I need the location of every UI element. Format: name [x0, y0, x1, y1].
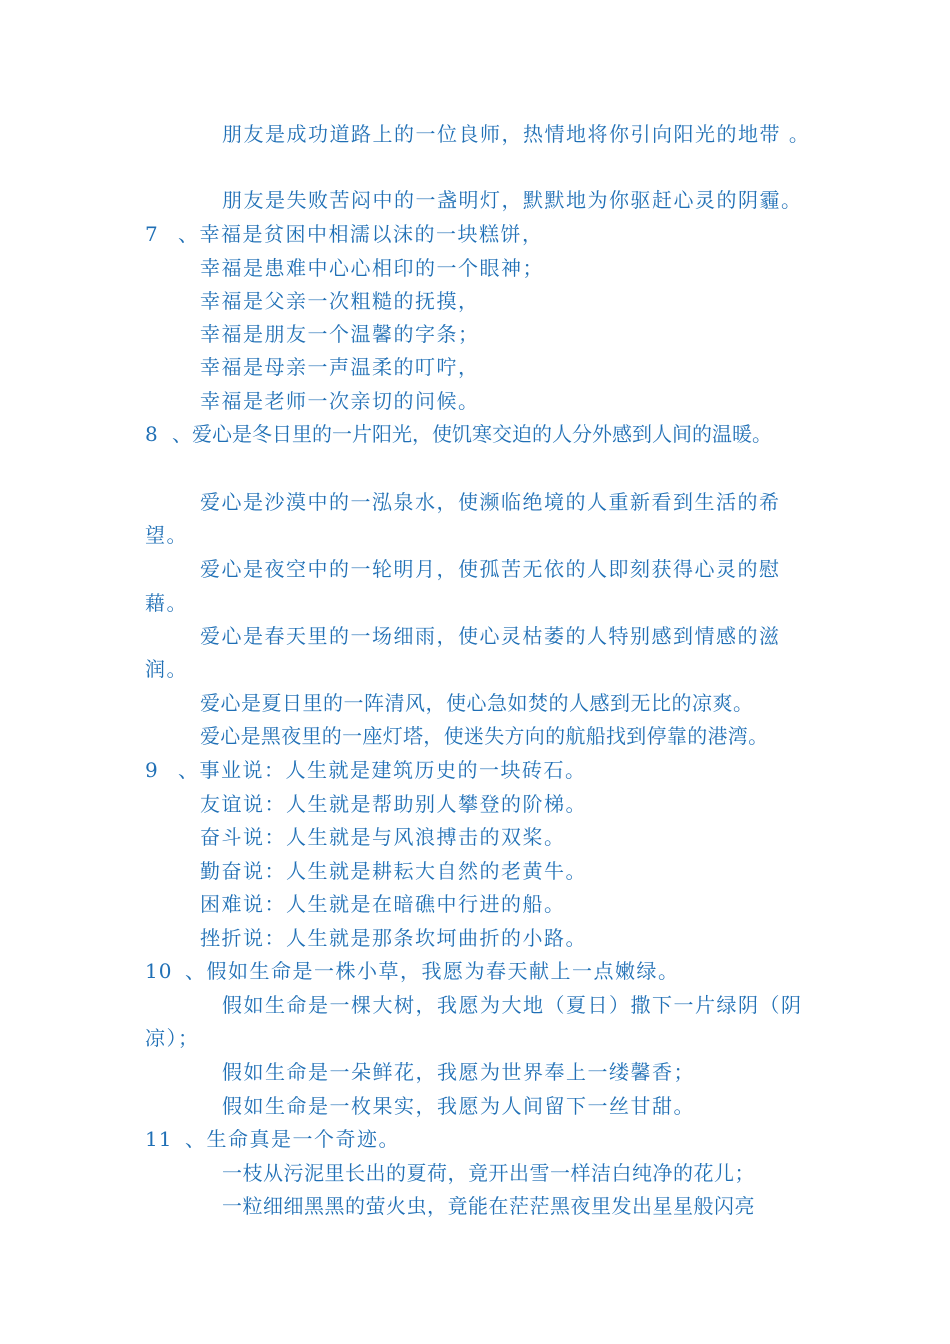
text-line: 友谊说：人生就是帮助别人攀登的阶梯。 [200, 792, 587, 816]
text-line: 挫折说：人生就是那条坎坷曲折的小路。 [200, 926, 587, 950]
text-line: 凉）； [145, 1026, 200, 1050]
text-line: 朋友是失败苦闷中的一盏明灯，默默地为你驱赶心灵的阴霾。 [222, 188, 803, 212]
text-line: 幸福是朋友一个温馨的字条； [200, 322, 480, 346]
text-line: 爱心是夜空中的一轮明月，使孤苦无依的人即刻获得心灵的慰 [200, 557, 781, 581]
text-line: 、生命真是一个奇迹。 [185, 1127, 400, 1151]
text-line: 勤奋说：人生就是耕耘大自然的老黄牛。 [200, 859, 587, 883]
item-number: 8 [145, 422, 159, 446]
item-number: 10 [145, 959, 173, 983]
text-line: 一枝从污泥里长出的夏荷，竟开出雪一样洁白纯净的花儿； [222, 1161, 755, 1185]
text-line: 幸福是母亲一声温柔的叮咛， [200, 355, 480, 379]
text-line: 奋斗说：人生就是与风浪搏击的双桨。 [200, 825, 566, 849]
text-line: 假如生命是一枚果实，我愿为人间留下一丝甘甜。 [222, 1094, 695, 1118]
text-line: 爱心是春天里的一场细雨，使心灵枯萎的人特别感到情感的滋 [200, 624, 781, 648]
text-line: 假如生命是一朵鲜花，我愿为世界奉上一缕馨香； [222, 1060, 695, 1084]
text-line: 、爱心是冬日里的一片阳光，使饥寒交迫的人分外感到人间的温暖。 [172, 422, 772, 446]
text-line: 润。 [145, 657, 188, 681]
text-line: 、假如生命是一株小草，我愿为春天献上一点嫩绿。 [185, 959, 680, 983]
item-number: 7 [145, 222, 159, 246]
item-number: 11 [145, 1127, 173, 1151]
text-line: 爱心是沙漠中的一泓泉水，使濒临绝境的人重新看到生活的希 [200, 490, 781, 514]
item-number: 9 [145, 758, 159, 782]
text-line: 幸福是患难中心心相印的一个眼神； [200, 256, 544, 280]
text-line: 幸福是父亲一次粗糙的抚摸， [200, 289, 480, 313]
text-line: 爱心是黑夜里的一座灯塔，使迷失方向的航船找到停靠的港湾。 [200, 724, 769, 748]
text-line: 朋友是成功道路上的一位良师，热情地将你引向阳光的地带 。 [222, 122, 811, 146]
text-line: 一粒细细黑黑的萤火虫，竟能在茫茫黑夜里发出星星般闪亮 [222, 1194, 755, 1218]
text-line: 、事业说：人生就是建筑历史的一块砖石。 [178, 758, 587, 782]
text-line: 、幸福是贫困中相濡以沫的一块糕饼， [178, 222, 544, 246]
text-line: 爱心是夏日里的一阵清风，使心急如焚的人感到无比的凉爽。 [200, 691, 754, 715]
text-line: 困难说：人生就是在暗礁中行进的船。 [200, 892, 566, 916]
text-line: 假如生命是一棵大树，我愿为大地（夏日）撒下一片绿阴（阴 [222, 993, 803, 1017]
text-line: 幸福是老师一次亲切的问候。 [200, 389, 480, 413]
text-line: 藉。 [145, 591, 188, 615]
text-line: 望。 [145, 523, 188, 547]
